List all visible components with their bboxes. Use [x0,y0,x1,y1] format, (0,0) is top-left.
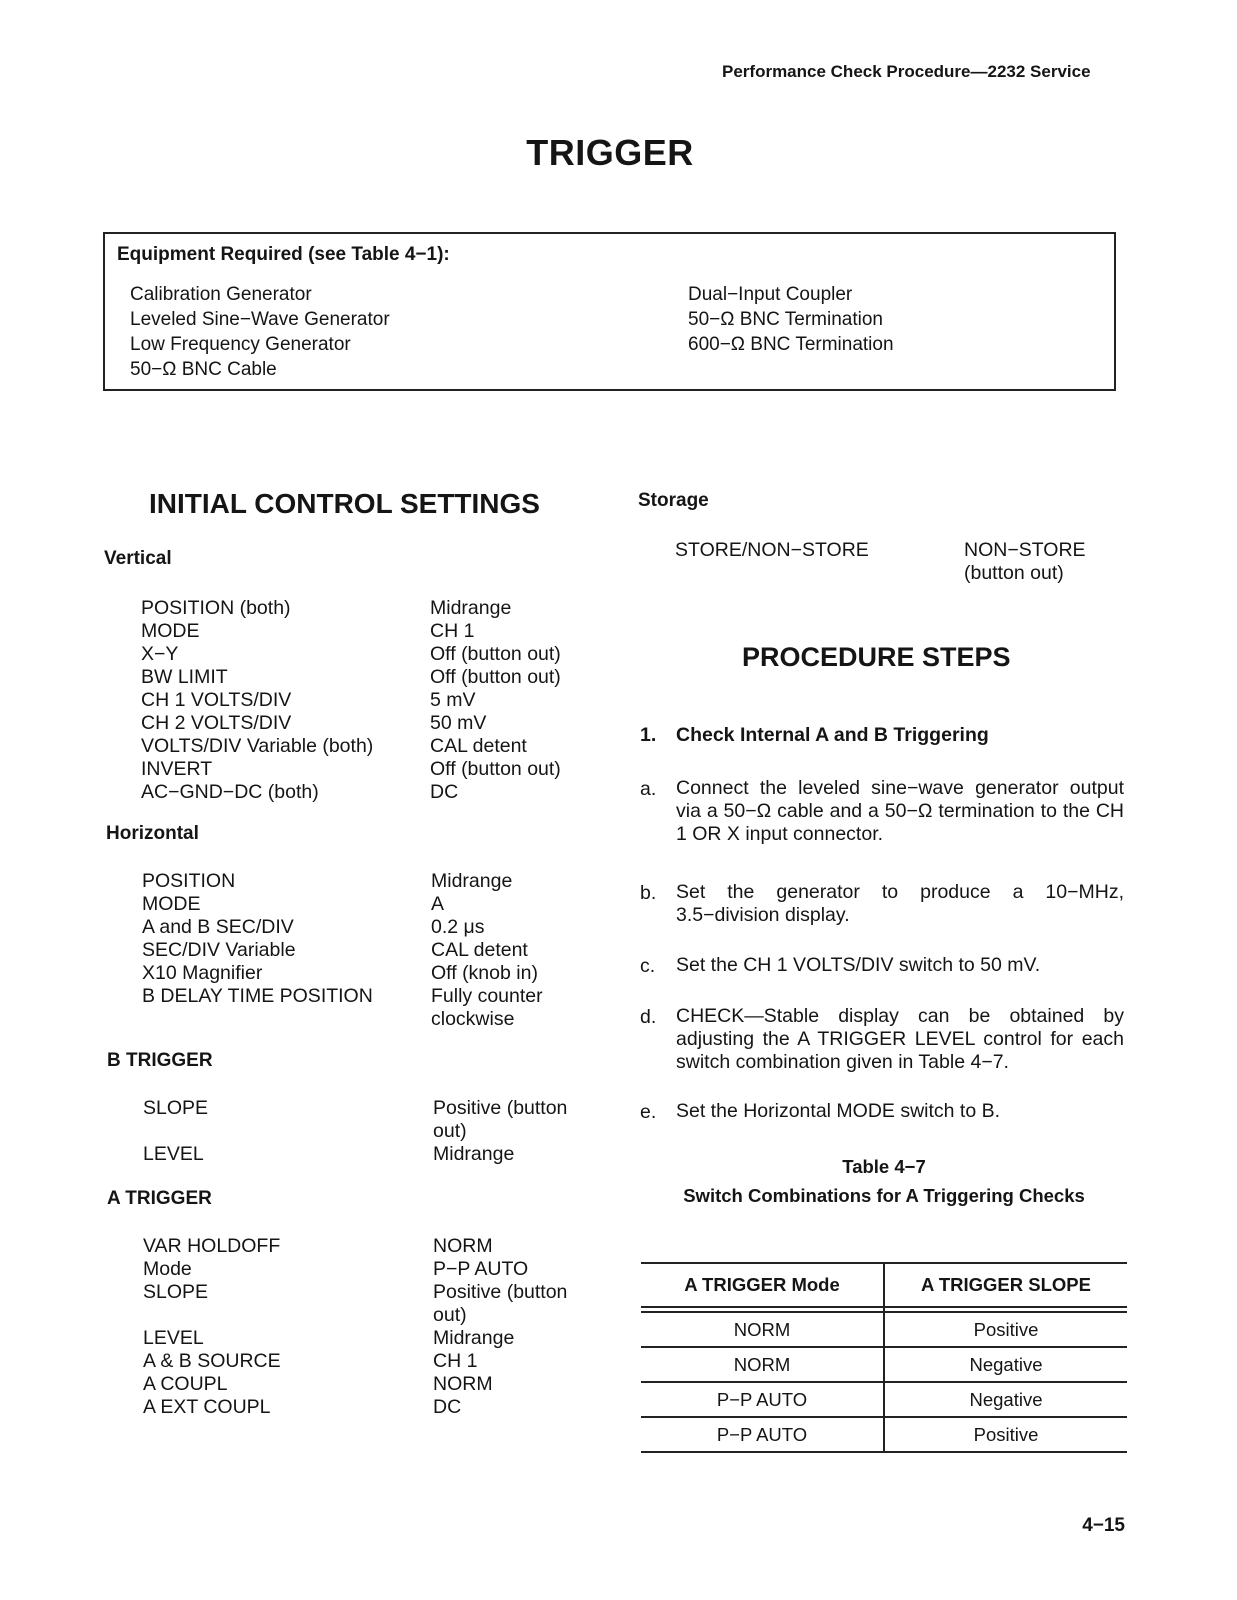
table-row [641,1382,1127,1417]
vertical-controls [141,597,373,804]
storage-heading: Storage [638,490,709,511]
page-number: 4−15 [1082,1515,1125,1536]
substep-text: Connect the leveled sine−wave generator output via a 50−Ω cable and a 50−Ω termination to the CH 1 OR X input connector. [676,777,1124,845]
setting-value: Midrange [433,1143,515,1165]
setting-value: Off (button out) [430,666,561,688]
setting-value: DC [430,781,459,803]
setting-value: A [431,893,445,915]
step-number: 1. [640,724,657,746]
switch-combinations-table [641,1262,1127,1453]
table-cell: NORM [641,1312,884,1347]
b-trigger-controls [143,1097,208,1166]
initial-settings-heading: INITIAL CONTROL SETTINGS [149,488,540,519]
setting-value: Off (knob in) [431,962,538,984]
step-title: Check Internal A and B Triggering [676,724,989,746]
table-cell: P−P AUTO [641,1382,884,1417]
control-name: A COUPL [143,1373,228,1395]
setting-value: Fully counter [431,985,543,1007]
control-name: POSITION (both) [141,597,291,619]
control-name: SEC/DIV Variable [142,939,296,961]
equipment-item: Leveled Sine−Wave Generator [130,309,390,330]
vertical-settings [430,597,561,804]
setting-value: (button out) [964,562,1064,584]
control-name: POSITION [142,870,236,892]
table-row [641,1312,1127,1347]
control-name: LEVEL [143,1143,204,1165]
equipment-heading: Equipment Required (see Table 4−1): [117,244,450,265]
substep-text: Set the CH 1 VOLTS/DIV switch to 50 mV. [676,954,1041,976]
control-name [143,1304,281,1327]
vertical-heading: Vertical [104,548,172,569]
control-name: Mode [143,1258,192,1280]
setting-value: P−P AUTO [433,1258,529,1280]
substep-letter: c. [640,955,656,977]
table-cell: Negative [884,1382,1127,1417]
control-name: X10 Magnifier [142,962,263,984]
equipment-item: Dual−Input Coupler [688,284,853,305]
setting-value: clockwise [431,1008,515,1030]
setting-value: DC [433,1396,462,1418]
storage-setting [964,539,1086,585]
substep-text: CHECK—Stable display can be obtained by adjusting the A TRIGGER LEVEL control for each switch combination given in Table 4−7. [676,1005,1124,1073]
substep-letter: d. [640,1006,657,1028]
equipment-item: Calibration Generator [130,284,312,305]
table-cell: Negative [884,1347,1127,1382]
equipment-item: 50−Ω BNC Termination [688,309,883,330]
equipment-item: 600−Ω BNC Termination [688,334,894,355]
control-name: B DELAY TIME POSITION [142,985,373,1007]
storage-control: STORE/NON−STORE [675,539,869,561]
horizontal-controls [142,870,373,1008]
control-name: VOLTS/DIV Variable (both) [141,735,374,757]
setting-value: CH 1 [433,1350,478,1372]
substep-letter: a. [640,778,657,800]
b-trigger-settings [433,1097,567,1166]
setting-value: Off (button out) [430,643,561,665]
setting-value: CAL detent [431,939,528,961]
control-name: A and B SEC/DIV [142,916,294,938]
table-caption: Switch Combinations for A Triggering Checks [683,1185,1085,1206]
control-name [143,1120,208,1143]
setting-value: out) [433,1304,467,1326]
setting-value: Midrange [433,1327,515,1349]
control-name: BW LIMIT [141,666,228,688]
substep-letter: e. [640,1101,657,1123]
horizontal-heading: Horizontal [106,823,199,844]
setting-value: Positive (button [433,1097,568,1119]
setting-value: 5 mV [430,689,476,711]
procedure-heading: PROCEDURE STEPS [742,642,1011,672]
a-trigger-controls [143,1235,281,1419]
table-row [641,1417,1127,1452]
table-header-row [641,1263,1127,1307]
table-header: A TRIGGER Mode [641,1263,884,1307]
substep-text: Set the Horizontal MODE switch to B. [676,1100,1001,1122]
equipment-list-right [688,282,894,357]
control-name: CH 1 VOLTS/DIV [141,689,292,711]
table-cell: P−P AUTO [641,1417,884,1452]
a-trigger-settings [433,1235,567,1419]
control-name: X−Y [141,643,179,665]
table-row [641,1347,1127,1382]
control-name: INVERT [141,758,213,780]
control-name: AC−GND−DC (both) [141,781,319,803]
horizontal-settings [431,870,543,1031]
control-name: LEVEL [143,1327,204,1349]
setting-value: NORM [433,1235,493,1257]
table-label: Table 4−7 [842,1156,926,1177]
setting-value: NON−STORE [964,539,1086,561]
a-trigger-heading: A TRIGGER [107,1188,212,1209]
equipment-item: 50−Ω BNC Cable [130,359,277,380]
setting-value: CAL detent [430,735,527,757]
control-name: CH 2 VOLTS/DIV [141,712,292,734]
setting-value: Midrange [430,597,512,619]
equipment-list-left [130,282,390,382]
control-name: VAR HOLDOFF [143,1235,281,1257]
table-header: A TRIGGER SLOPE [884,1263,1127,1307]
b-trigger-heading: B TRIGGER [107,1050,213,1071]
setting-value: Off (button out) [430,758,561,780]
equipment-item: Low Frequency Generator [130,334,351,355]
substep-text: Set the generator to produce a 10−MHz, 3.5−division display. [676,881,1124,926]
substep-letter: b. [640,882,657,904]
setting-value: Midrange [431,870,513,892]
control-name: A & B SOURCE [143,1350,281,1372]
running-header: Performance Check Procedure—2232 Service [722,62,1091,81]
setting-value: CH 1 [430,620,475,642]
setting-value: 0.2 μs [431,916,485,938]
table-cell: Positive [884,1312,1127,1347]
setting-value: 50 mV [430,712,487,734]
table-cell: NORM [641,1347,884,1382]
control-name: MODE [142,893,201,915]
setting-value: NORM [433,1373,493,1395]
table-cell: Positive [884,1417,1127,1452]
control-name: MODE [141,620,200,642]
setting-value: Positive (button [433,1281,568,1303]
control-name: A EXT COUPL [143,1396,271,1418]
control-name: SLOPE [143,1097,209,1119]
control-name: SLOPE [143,1281,209,1303]
page-title: TRIGGER [526,132,694,173]
setting-value: out) [433,1120,467,1142]
